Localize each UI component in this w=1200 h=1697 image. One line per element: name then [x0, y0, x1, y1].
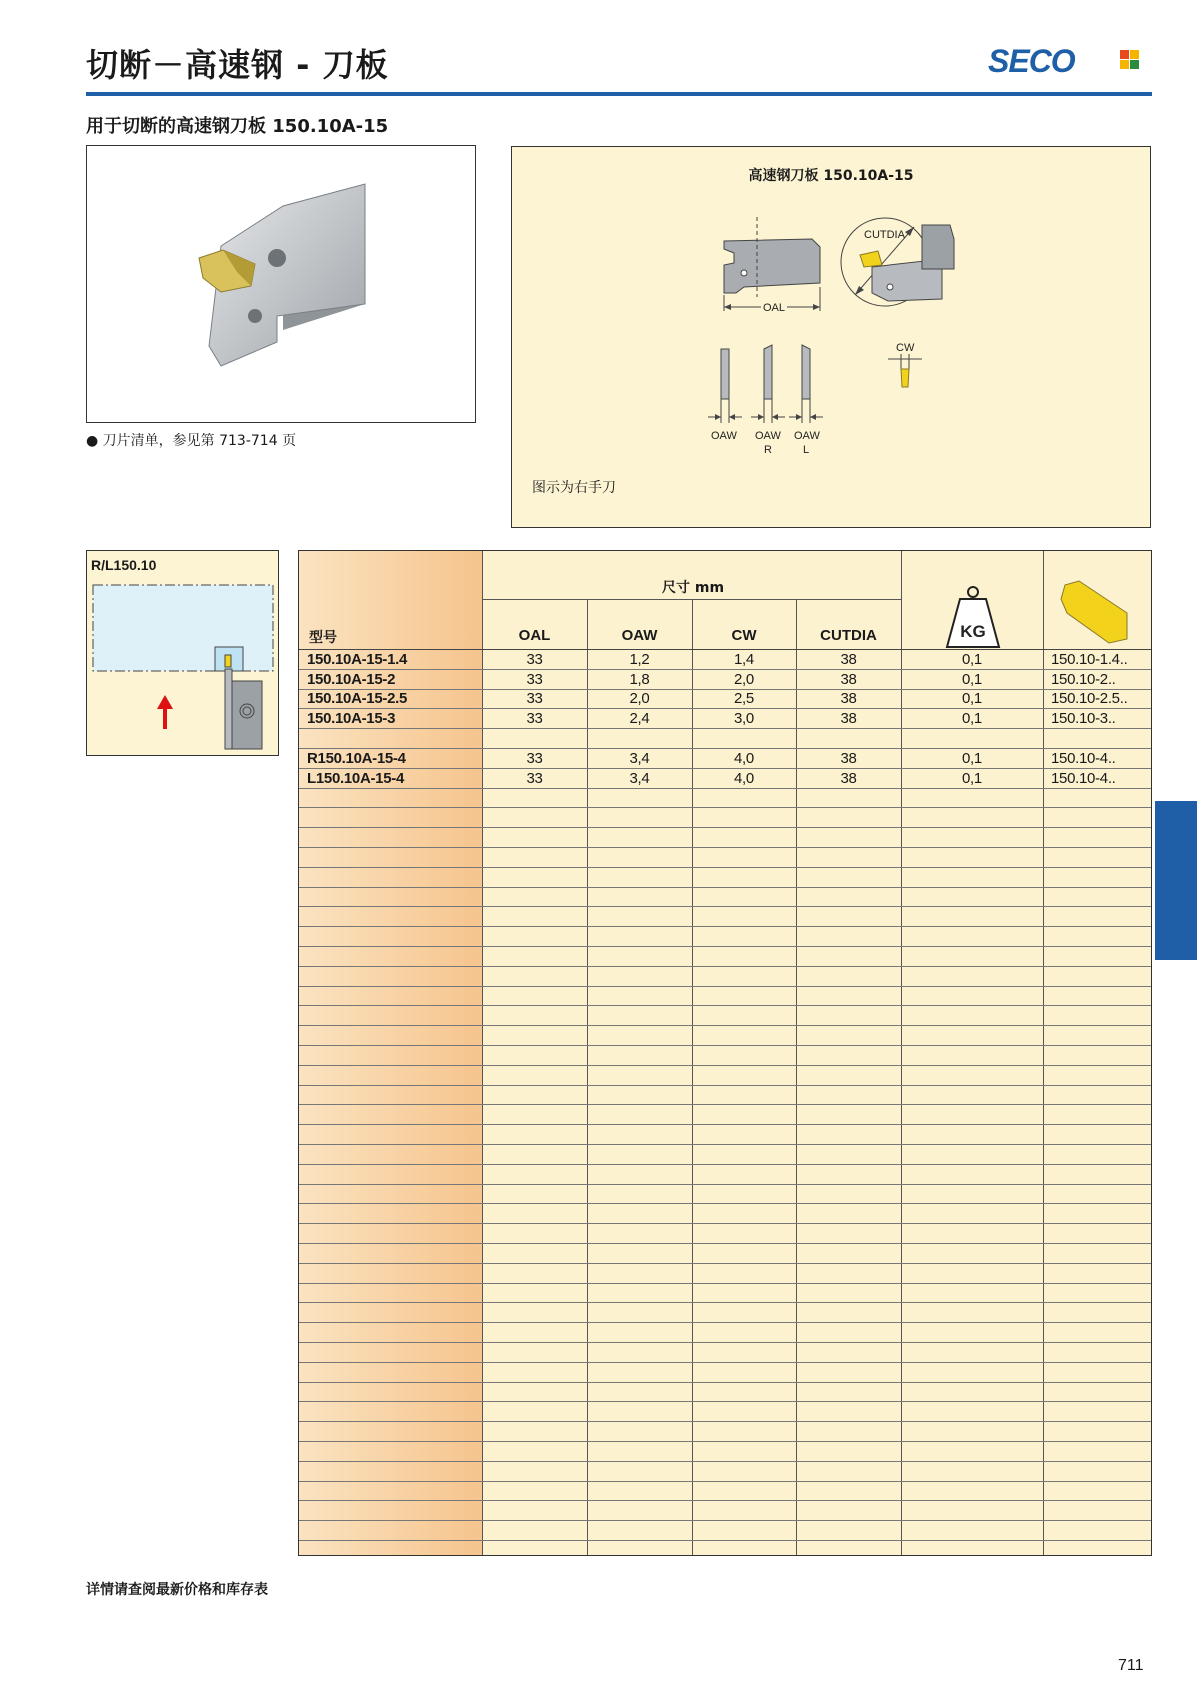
col-header-oal: OAL: [518, 627, 551, 644]
cell-oaw: 2,4: [629, 710, 650, 727]
column-divider: [796, 599, 797, 1555]
row-divider: [299, 1441, 1151, 1442]
col-header-cutdia: CUTDIA: [820, 627, 877, 644]
cell-insert-ref: 150.10-4..: [1051, 750, 1116, 767]
row-divider: [299, 1203, 1151, 1204]
row-divider: [299, 1382, 1151, 1383]
logo-square-icon: [1130, 60, 1139, 69]
row-divider: [299, 807, 1151, 808]
cell-cw: 4,0: [734, 770, 754, 787]
row-divider: [299, 1421, 1151, 1422]
oaw-view-left: [789, 345, 823, 456]
cell-kg: 0,1: [962, 671, 982, 688]
column-divider: [692, 599, 693, 1555]
cell-cw: 3,0: [734, 710, 754, 727]
cutting-illustration: [87, 551, 278, 755]
cell-cw: 1,4: [734, 651, 754, 668]
page-title: 切断－高速钢 - 刀板: [86, 46, 389, 84]
row-divider: [299, 1104, 1151, 1105]
cell-model: 150.10A-15-1.4: [307, 651, 408, 668]
row-divider: [299, 887, 1151, 888]
column-divider: [587, 599, 588, 1555]
cell-model: R150.10A-15-4: [307, 750, 406, 767]
oaw-view-neutral: [708, 349, 742, 442]
cell-cutdia: 38: [840, 671, 857, 688]
row-divider: [299, 1223, 1151, 1224]
seco-logo: [988, 44, 1150, 78]
row-divider: [299, 1065, 1151, 1066]
header-icons: [299, 551, 1151, 659]
feed-arrow-icon: [157, 695, 173, 709]
row-divider: [299, 1144, 1151, 1145]
product-table: [298, 550, 1152, 1556]
cell-oaw: 3,4: [629, 750, 650, 767]
weight-icon: [947, 587, 999, 647]
row-divider: [299, 1520, 1151, 1521]
row-divider: [299, 1243, 1151, 1244]
cell-model: 150.10A-15-3: [307, 710, 396, 727]
oaw-view-right: [751, 345, 785, 456]
row-divider: [299, 1342, 1151, 1343]
row-divider: [299, 1540, 1151, 1541]
row-divider: [299, 1263, 1151, 1264]
row-divider: [299, 1362, 1151, 1363]
cell-cutdia: 38: [840, 770, 857, 787]
application-diagram: [86, 550, 279, 756]
row-divider: [299, 906, 1151, 907]
cell-kg: 0,1: [962, 651, 982, 668]
row-divider: [299, 926, 1151, 927]
page-number: 711: [1118, 1657, 1144, 1674]
row-divider: [299, 1025, 1151, 1026]
diagram-title: 高速钢刀板 150.10A-15: [748, 168, 914, 184]
oaw-r-sub: R: [764, 444, 772, 456]
weight-label: KG: [960, 622, 986, 641]
cell-model: 150.10A-15-2: [307, 671, 396, 688]
insert-list-note: [86, 430, 296, 450]
section-tab: [1155, 801, 1197, 960]
insert-list-text: 刀片清单，参见第 713-714 页: [102, 433, 297, 449]
row-divider: [299, 986, 1151, 987]
cell-cw: 2,5: [734, 690, 754, 707]
cell-cutdia: 38: [840, 750, 857, 767]
cw-label: CW: [896, 342, 915, 354]
cw-view: [888, 342, 922, 387]
oaw-l-label: OAW: [794, 430, 820, 442]
row-divider: [299, 1302, 1151, 1303]
cell-cw: 4,0: [734, 750, 754, 767]
oaw-r-label: OAW: [755, 430, 781, 442]
header-rule: [86, 92, 1152, 96]
row-divider: [299, 946, 1151, 947]
logo-text: SECO: [988, 43, 1075, 79]
holder-label: R/L150.10: [91, 557, 157, 573]
row-divider: [299, 966, 1151, 967]
cell-kg: 0,1: [962, 690, 982, 707]
logo-square-icon: [1130, 50, 1139, 59]
cell-oaw: 2,0: [629, 690, 650, 707]
cell-insert-ref: 150.10-3..: [1051, 710, 1116, 727]
row-divider: [299, 867, 1151, 868]
logo-square-icon: [1120, 60, 1129, 69]
column-divider: [1043, 551, 1044, 1555]
col-header-cw: CW: [731, 627, 757, 644]
oaw-l-sub: L: [803, 444, 810, 456]
row-divider: [299, 1005, 1151, 1006]
row-divider: [299, 1500, 1151, 1501]
row-divider: [299, 1461, 1151, 1462]
insert-icon: [1061, 581, 1127, 643]
row-divider: [299, 1045, 1151, 1046]
cell-oal: 33: [526, 671, 543, 688]
cell-oal: 33: [526, 770, 543, 787]
cell-oal: 33: [526, 651, 543, 668]
cell-insert-ref: 150.10-4..: [1051, 770, 1116, 787]
product-photo: [86, 145, 476, 423]
blade-illustration: [87, 146, 475, 422]
row-divider: [299, 1322, 1151, 1323]
model-header: 型号: [309, 630, 337, 646]
dimension-drawing: [512, 147, 1150, 527]
cell-oaw: 1,2: [629, 651, 650, 668]
cell-cutdia: 38: [840, 651, 857, 668]
section-subtitle: 用于切断的高速钢刀板 150.10A-15: [86, 116, 389, 137]
row-divider: [299, 1184, 1151, 1185]
row-divider: [299, 827, 1151, 828]
dimension-group-header: 尺寸 mm: [662, 580, 725, 596]
cell-oaw: 1,8: [629, 671, 650, 688]
footer-note: 详情请查阅最新价格和库存表: [86, 1582, 268, 1598]
row-divider: [299, 1164, 1151, 1165]
cell-insert-ref: 150.10-2..: [1051, 671, 1116, 688]
cell-oal: 33: [526, 710, 543, 727]
cell-oaw: 3,4: [629, 770, 650, 787]
oal-label: OAL: [763, 302, 786, 314]
col-header-oaw: OAW: [621, 627, 658, 644]
cell-model: L150.10A-15-4: [307, 770, 404, 787]
row-divider: [299, 847, 1151, 848]
cell-cutdia: 38: [840, 690, 857, 707]
oaw-label: OAW: [711, 430, 737, 442]
cell-kg: 0,1: [962, 750, 982, 767]
cell-cw: 2,0: [734, 671, 754, 688]
cell-model: 150.10A-15-2.5: [307, 690, 408, 707]
row-divider: [299, 1085, 1151, 1086]
cell-kg: 0,1: [962, 770, 982, 787]
cell-insert-ref: 150.10-1.4..: [1051, 651, 1128, 668]
cell-insert-ref: 150.10-2.5..: [1051, 690, 1128, 707]
right-hand-note: 图示为右手刀: [532, 480, 616, 496]
cell-oal: 33: [526, 750, 543, 767]
logo-square-icon: [1120, 50, 1129, 59]
cutdia-label: CUTDIA: [864, 229, 905, 241]
row-divider: [299, 1124, 1151, 1125]
cell-cutdia: 38: [840, 710, 857, 727]
row-divider: [299, 1481, 1151, 1482]
cell-oal: 33: [526, 690, 543, 707]
cell-kg: 0,1: [962, 710, 982, 727]
technical-diagram: [511, 146, 1151, 528]
row-divider: [299, 1283, 1151, 1284]
row-divider: [299, 1401, 1151, 1402]
bullet-icon: ●: [86, 433, 103, 449]
